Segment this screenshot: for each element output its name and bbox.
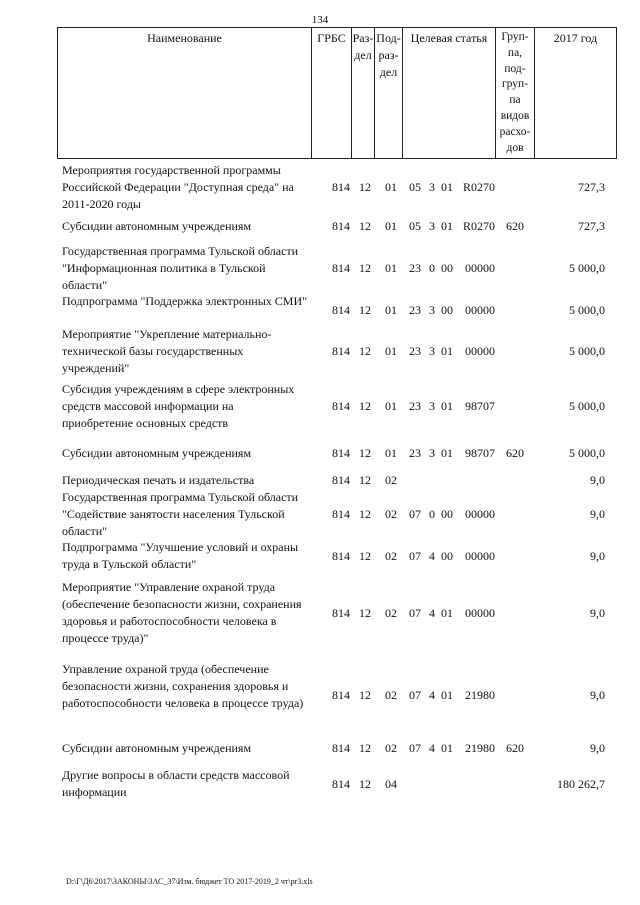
row-pr: 02	[385, 741, 397, 755]
row-name: Субсидии автономным учреждениям	[62, 741, 252, 755]
row-t4: 00000	[465, 261, 495, 275]
table-row	[57, 162, 616, 213]
row-t1: 23	[409, 303, 421, 317]
header-target: Целевая статья	[403, 28, 496, 158]
table-row	[57, 445, 616, 462]
row-amount: 9,0	[590, 549, 605, 563]
row-t1: 23	[409, 446, 421, 460]
row-amount: 5 000,0	[569, 303, 605, 317]
row-t3: 01	[441, 606, 453, 620]
row-pr: 01	[385, 180, 397, 194]
row-grbs: 814	[332, 473, 350, 487]
row-grbs: 814	[332, 180, 350, 194]
row-rz: 12	[359, 399, 371, 413]
row-grbs: 814	[332, 219, 350, 233]
table-row	[57, 293, 616, 327]
row-pr: 02	[385, 549, 397, 563]
row-t1: 07	[409, 741, 421, 755]
table-row	[57, 381, 616, 432]
row-pr: 01	[385, 344, 397, 358]
row-rz: 12	[359, 606, 371, 620]
row-t4: 00000	[465, 344, 495, 358]
table-header	[57, 27, 617, 159]
row-pr: 01	[385, 261, 397, 275]
row-t1: 07	[409, 549, 421, 563]
table-row	[57, 539, 616, 573]
row-t2: 3	[429, 180, 435, 194]
table-row	[57, 579, 616, 647]
row-amount: 5 000,0	[569, 261, 605, 275]
table-row	[57, 489, 616, 540]
row-grbs: 814	[332, 688, 350, 702]
row-grbs: 814	[332, 741, 350, 755]
row-name: Субсидии автономным учреждениям	[62, 219, 252, 233]
row-t2: 3	[429, 399, 435, 413]
row-t1: 23	[409, 261, 421, 275]
header-grbs: ГРБС	[312, 28, 352, 158]
row-t3: 00	[441, 507, 453, 521]
page-number: 134	[311, 14, 329, 26]
row-t2: 3	[429, 344, 435, 358]
row-t4: R0270	[462, 180, 495, 194]
row-grbs: 814	[332, 261, 350, 275]
row-t3: 01	[441, 688, 453, 702]
row-rz: 12	[359, 303, 371, 317]
row-amount: 180 262,7	[557, 777, 605, 791]
row-t3: 01	[441, 180, 453, 194]
row-grbs: 814	[332, 549, 350, 563]
row-t1: 23	[409, 399, 421, 413]
row-name: Подпрограмма "Поддержка электронных СМИ"	[62, 294, 308, 308]
row-t1: 07	[409, 507, 421, 521]
footer-file-path: D:\Г\Д6\2017\ЗАКОНЫ\ЗАС_37\Изм. бюджет ТО 2017-2019_2 чт\pr3.xls	[66, 877, 313, 886]
header-podrazdel: Под- раз- дел	[375, 28, 403, 158]
row-amount: 9,0	[590, 741, 605, 755]
row-t3: 01	[441, 741, 453, 755]
row-t3: 01	[441, 344, 453, 358]
row-amount: 9,0	[590, 473, 605, 487]
row-grbs: 814	[332, 303, 350, 317]
row-t2: 0	[429, 261, 435, 275]
row-t3: 00	[441, 303, 453, 317]
table-row	[57, 767, 616, 801]
row-rz: 12	[359, 344, 371, 358]
row-t3: 01	[441, 446, 453, 460]
row-amount: 5 000,0	[569, 446, 605, 460]
row-amount: 9,0	[590, 507, 605, 521]
row-grbs: 814	[332, 507, 350, 521]
row-t4: 98707	[465, 399, 495, 413]
row-rz: 12	[359, 473, 371, 487]
row-grbs: 814	[332, 777, 350, 791]
row-rz: 12	[359, 261, 371, 275]
row-rz: 12	[359, 777, 371, 791]
row-pr: 04	[385, 777, 397, 791]
row-amount: 9,0	[590, 606, 605, 620]
row-rz: 12	[359, 446, 371, 460]
row-rz: 12	[359, 507, 371, 521]
row-name: Мероприятие "Управление охраной труда (обеспечение безопасности жизни, сохранения здоровья и работоспособности человека в процессе труда)"	[62, 580, 302, 645]
row-pr: 02	[385, 688, 397, 702]
row-t3: 01	[441, 399, 453, 413]
header-razdel: Раз- дел	[352, 28, 375, 158]
row-grbs: 814	[332, 446, 350, 460]
header-group: Груп- па, под- груп- па видов расхо- дов	[496, 28, 535, 158]
row-grbs: 814	[332, 606, 350, 620]
table-row	[57, 472, 616, 489]
row-t4: R0270	[462, 219, 495, 233]
row-t2: 4	[429, 606, 435, 620]
row-name: Управление охраной труда (обеспечение безопасности жизни, сохранения здоровья и работоспособности человека в процессе труда)	[62, 662, 304, 710]
row-t1: 05	[409, 180, 421, 194]
table-row	[57, 740, 616, 757]
row-name: Другие вопросы в области средств массовой информации	[62, 768, 290, 799]
row-pr: 01	[385, 219, 397, 233]
row-t2: 3	[429, 446, 435, 460]
row-t2: 3	[429, 219, 435, 233]
row-t2: 4	[429, 549, 435, 563]
row-t2: 3	[429, 303, 435, 317]
row-amount: 727,3	[578, 219, 605, 233]
row-t4: 00000	[465, 606, 495, 620]
row-amount: 9,0	[590, 688, 605, 702]
row-t1: 07	[409, 688, 421, 702]
row-rz: 12	[359, 219, 371, 233]
row-pr: 01	[385, 399, 397, 413]
row-t4: 00000	[465, 549, 495, 563]
row-name: Государственная программа Тульской области "Содействие занятости населения Тульской области"	[62, 490, 299, 538]
row-t1: 07	[409, 606, 421, 620]
row-vr: 620	[506, 219, 524, 233]
row-t2: 0	[429, 507, 435, 521]
row-t4: 98707	[465, 446, 495, 460]
row-name: Мероприятие "Укрепление материально-технической базы государственных учреждений"	[62, 327, 272, 375]
row-pr: 02	[385, 473, 397, 487]
table-row	[57, 326, 616, 377]
header-year: 2017 год	[535, 28, 617, 158]
row-t4: 21980	[465, 741, 495, 755]
row-t1: 23	[409, 344, 421, 358]
row-grbs: 814	[332, 399, 350, 413]
row-name: Периодическая печать и издательства	[62, 473, 255, 487]
row-pr: 02	[385, 606, 397, 620]
row-t4: 00000	[465, 303, 495, 317]
row-pr: 01	[385, 446, 397, 460]
header-name: Наименование	[58, 28, 312, 158]
row-t4: 21980	[465, 688, 495, 702]
row-t1: 05	[409, 219, 421, 233]
row-name: Подпрограмма "Улучшение условий и охраны труда в Тульской области"	[62, 540, 299, 571]
row-vr: 620	[506, 446, 524, 460]
row-name: Субсидия учреждениям в сфере электронных средств массовой информации на приобретение основных средств	[62, 382, 295, 430]
row-t2: 4	[429, 741, 435, 755]
row-vr: 620	[506, 741, 524, 755]
row-t3: 00	[441, 261, 453, 275]
table-row	[57, 218, 616, 235]
table-row	[57, 661, 616, 729]
row-rz: 12	[359, 549, 371, 563]
table-row	[57, 243, 616, 294]
row-t3: 01	[441, 219, 453, 233]
row-name: Государственная программа Тульской области "Информационная политика в Тульской области"	[62, 244, 299, 292]
row-pr: 02	[385, 507, 397, 521]
row-name: Субсидии автономным учреждениям	[62, 446, 252, 460]
row-pr: 01	[385, 303, 397, 317]
row-amount: 5 000,0	[569, 344, 605, 358]
row-rz: 12	[359, 688, 371, 702]
row-amount: 5 000,0	[569, 399, 605, 413]
row-t2: 4	[429, 688, 435, 702]
row-grbs: 814	[332, 344, 350, 358]
row-t3: 00	[441, 549, 453, 563]
row-name: Мероприятия государственной программы Российской Федерации "Доступная среда" на 2011-2020 годы	[62, 163, 294, 211]
row-rz: 12	[359, 741, 371, 755]
row-amount: 727,3	[578, 180, 605, 194]
row-rz: 12	[359, 180, 371, 194]
row-t4: 00000	[465, 507, 495, 521]
